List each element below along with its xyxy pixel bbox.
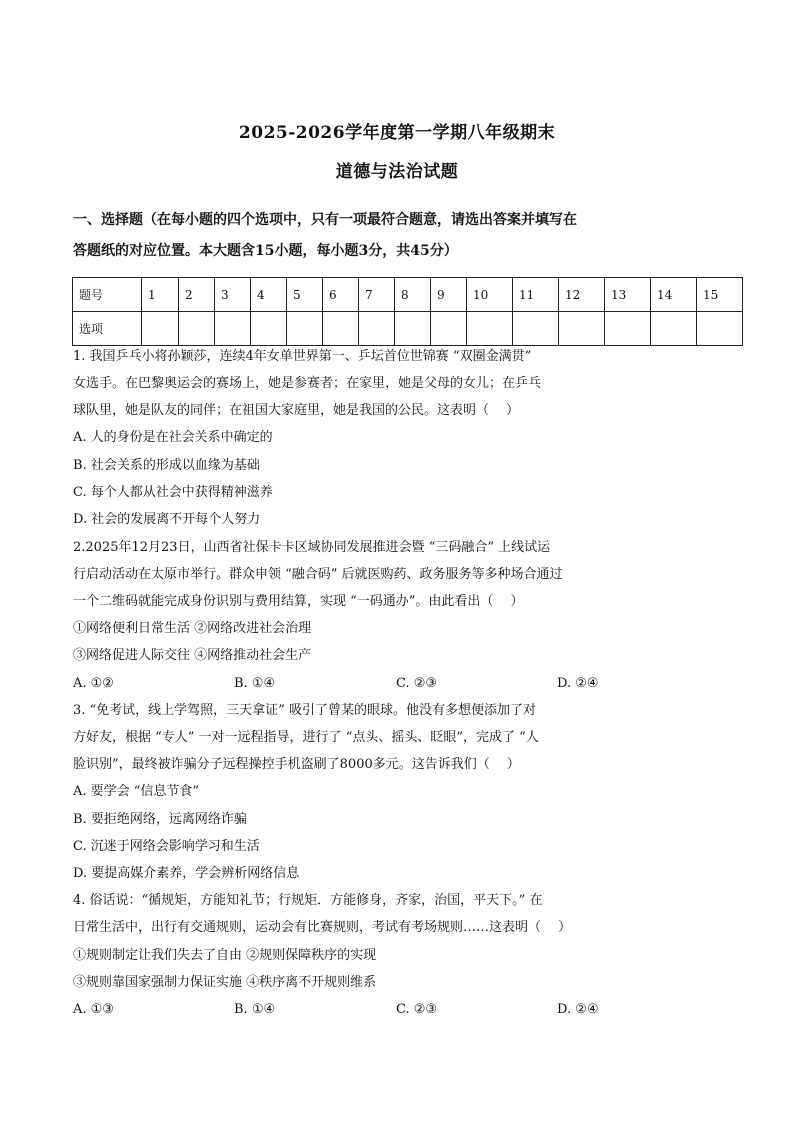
question-4-choice-b: B. ①④ <box>234 1002 276 1017</box>
answer-cell[interactable] <box>697 312 743 346</box>
table-cell-number: 2 <box>179 278 215 312</box>
question-1-option-d: D. 社会的发展离不开每个人努力 <box>73 512 261 527</box>
answer-cell[interactable] <box>179 312 215 346</box>
table-cell-number: 7 <box>359 278 395 312</box>
table-cell-number: 1 <box>142 278 179 312</box>
table-header-number: 题号 <box>73 278 142 312</box>
question-1-line: 女选手。在巴黎奥运会的赛场上，她是参赛者；在家里，她是父母的女儿；在乒乓 <box>73 376 542 391</box>
table-cell-number: 5 <box>287 278 323 312</box>
exam-subject: 道德与法治试题 <box>335 162 459 182</box>
question-3-option-a: A. 要学会 “信息节食” <box>73 784 200 799</box>
answer-cell[interactable] <box>559 312 605 346</box>
section-heading-line2: 答题纸的对应位置。本大题含15小题，每小题3分，共45分） <box>73 243 458 259</box>
answer-cell[interactable] <box>467 312 513 346</box>
question-4-line: 4. 俗话说：“循规矩，方能知礼节；行规矩．方能修身，齐家，治国，平天下。” 在 <box>73 893 543 908</box>
question-2-line: 行启动活动在太原市举行。群众申领 “融合码” 后就医购药、政务服务等多种场合通过 <box>73 567 563 582</box>
question-4-statements: ①规则制定让我们失去了自由 ②规则保障秩序的实现 <box>73 948 377 963</box>
table-cell-number: 6 <box>323 278 359 312</box>
question-2-choice-d: D. ②④ <box>557 676 599 691</box>
question-1-option-c: C. 每个人都从社会中获得精神滋养 <box>73 485 273 500</box>
table-cell-number: 10 <box>467 278 513 312</box>
answer-cell[interactable] <box>287 312 323 346</box>
question-4-choice-a: A. ①③ <box>73 1002 114 1017</box>
table-cell-number: 9 <box>431 278 467 312</box>
table-cell-number: 3 <box>215 278 251 312</box>
answer-cell[interactable] <box>323 312 359 346</box>
question-2-choice-a: A. ①② <box>73 676 114 691</box>
question-4-statements: ③规则靠国家强制力保证实施 ④秩序离不开规则维系 <box>73 975 377 990</box>
question-3-line: 方好友，根据 “专人” 一对一远程指导，进行了 “点头、摇头、眨眼”，完成了 “人 <box>73 730 539 745</box>
answer-cell[interactable] <box>651 312 697 346</box>
question-2-statements: ①网络便利日常生活 ②网络改进社会治理 <box>73 621 312 636</box>
answer-cell[interactable] <box>359 312 395 346</box>
table-row-numbers <box>73 278 743 312</box>
question-2-choice-c: C. ②③ <box>396 676 438 691</box>
answer-cell[interactable] <box>605 312 651 346</box>
question-3-option-d: D. 要提高媒介素养，学会辨析网络信息 <box>73 866 300 881</box>
table-header-option: 选项 <box>73 312 142 346</box>
question-2-line: 2.2025年12月23日，山西省社保卡卡区域协同发展推进会暨 “三码融合” 上线试运 <box>73 540 551 555</box>
table-row-answers <box>73 312 743 346</box>
answer-cell[interactable] <box>215 312 251 346</box>
answer-cell[interactable] <box>142 312 179 346</box>
exam-title: 2025-2026学年度第一学期八年级期末 <box>238 123 556 143</box>
question-2-statements: ③网络促进人际交往 ④网络推动社会生产 <box>73 648 312 663</box>
question-4-choice-d: D. ②④ <box>557 1002 599 1017</box>
question-2-choice-b: B. ①④ <box>234 676 276 691</box>
question-3-line: 3. “免考试，线上学驾照，三天拿证” 吸引了曾某的眼球。他没有多想便添加了对 <box>73 703 536 718</box>
table-cell-number: 4 <box>251 278 287 312</box>
answer-table <box>72 277 743 346</box>
question-2-line: 一个二维码就能完成身份识别与费用结算，实现 “一码通办”。由此看出（ ） <box>73 594 524 609</box>
answer-cell[interactable] <box>251 312 287 346</box>
table-cell-number: 12 <box>559 278 605 312</box>
question-4-line: 日常生活中，出行有交通规则，运动会有比赛规则，考试有考场规则……这表明（ ） <box>73 920 572 935</box>
answer-cell[interactable] <box>513 312 559 346</box>
answer-cell[interactable] <box>395 312 431 346</box>
question-3-option-b: B. 要拒绝网络，远离网络诈骗 <box>73 812 247 827</box>
question-3-line: 脸识别”，最终被诈骗分子远程操控手机盗刷了8000多元。这告诉我们（ ） <box>73 757 520 772</box>
question-1-option-b: B. 社会关系的形成以血缘为基础 <box>73 458 260 473</box>
table-cell-number: 11 <box>513 278 559 312</box>
answer-cell[interactable] <box>431 312 467 346</box>
question-3-option-c: C. 沉迷于网络会影响学习和生活 <box>73 839 260 854</box>
section-heading-line1: 一、选择题（在每小题的四个选项中，只有一项最符合题意，请选出答案并填写在 <box>73 212 577 228</box>
question-1-line: 1. 我国乒乓小将孙颖莎，连续4年女单世界第一、乒坛首位世锦赛 “双圈金满贯” <box>73 349 532 364</box>
question-1-option-a: A. 人的身份是在社会关系中确定的 <box>73 430 273 445</box>
question-1-line: 球队里，她是队友的同伴；在祖国大家庭里，她是我国的公民。这表明（ ） <box>73 403 520 418</box>
table-cell-number: 15 <box>697 278 743 312</box>
table-cell-number: 8 <box>395 278 431 312</box>
table-cell-number: 14 <box>651 278 697 312</box>
question-4-choice-c: C. ②③ <box>396 1002 438 1017</box>
table-cell-number: 13 <box>605 278 651 312</box>
